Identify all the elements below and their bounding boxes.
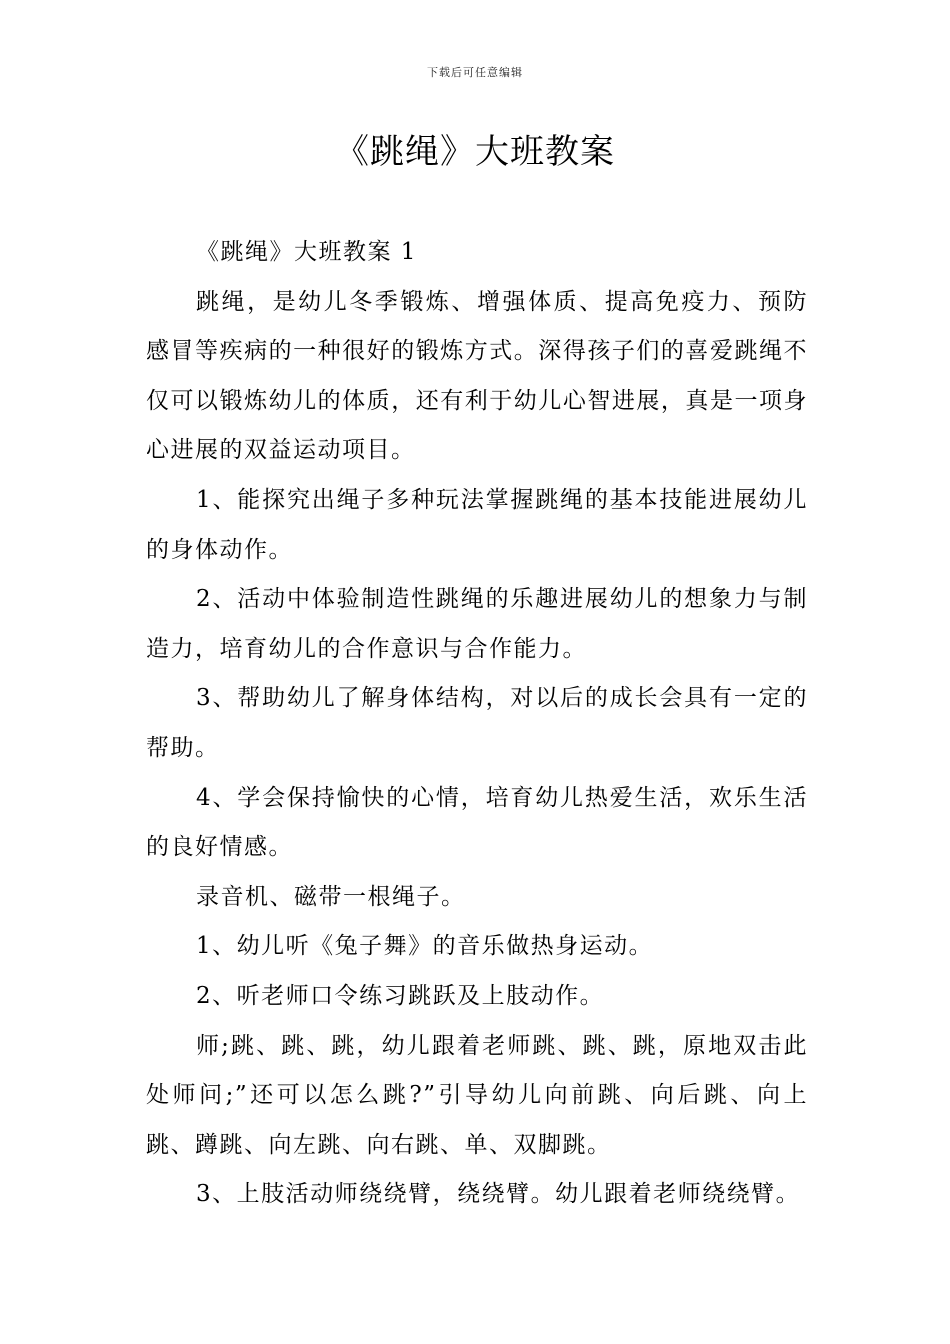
document-body	[146, 228, 808, 1220]
paragraph-step-3: 3、上肢活动师绕绕臂，绕绕臂。幼儿跟着老师绕绕臂。	[196, 1181, 801, 1208]
paragraph-intro: 跳绳，是幼儿冬季锻炼、增强体质、提高免疫力、预防感冒等疾病的一种很好的锻炼方式。深得孩子们的喜爱跳绳不仅可以锻炼幼儿的体质，还有利于幼儿心智进展，真是一项身心进展的双益运动项目。	[146, 288, 808, 464]
section-heading: 《跳绳》大班教案 1	[196, 239, 417, 265]
document-title: 《跳绳》大班教案	[335, 132, 615, 172]
paragraph-step-1: 1、幼儿听《兔子舞》的音乐做热身运动。	[196, 933, 654, 960]
paragraph-goal-2: 2、活动中体验制造性跳绳的乐趣进展幼儿的想象力与制造力，培育幼儿的合作意识与合作能力。	[146, 586, 808, 662]
header-note: 下载后可任意编辑	[427, 66, 523, 79]
paragraph-goal-4: 4、学会保持愉快的心情，培育幼儿热爱生活，欢乐生活的良好情感。	[146, 784, 808, 861]
paragraph-materials: 录音机、磁带一根绳子。	[196, 883, 466, 910]
paragraph-teacher-dialogue: 师;跳、跳、跳，幼儿跟着老师跳、跳、跳，原地双击此处师问;”还可以怎么跳?”引导幼儿向前跳、向后跳、向上跳、蹲跳、向左跳、向右跳、单、双脚跳。	[146, 1032, 808, 1158]
paragraph-step-2: 2、听老师口令练习跳跃及上肢动作。	[196, 982, 605, 1009]
paragraph-goal-3: 3、帮助幼儿了解身体结构，对以后的成长会具有一定的帮助。	[146, 685, 808, 761]
paragraph-goal-1: 1、能探究出绳子多种玩法掌握跳绳的基本技能进展幼儿的身体动作。	[146, 486, 808, 563]
